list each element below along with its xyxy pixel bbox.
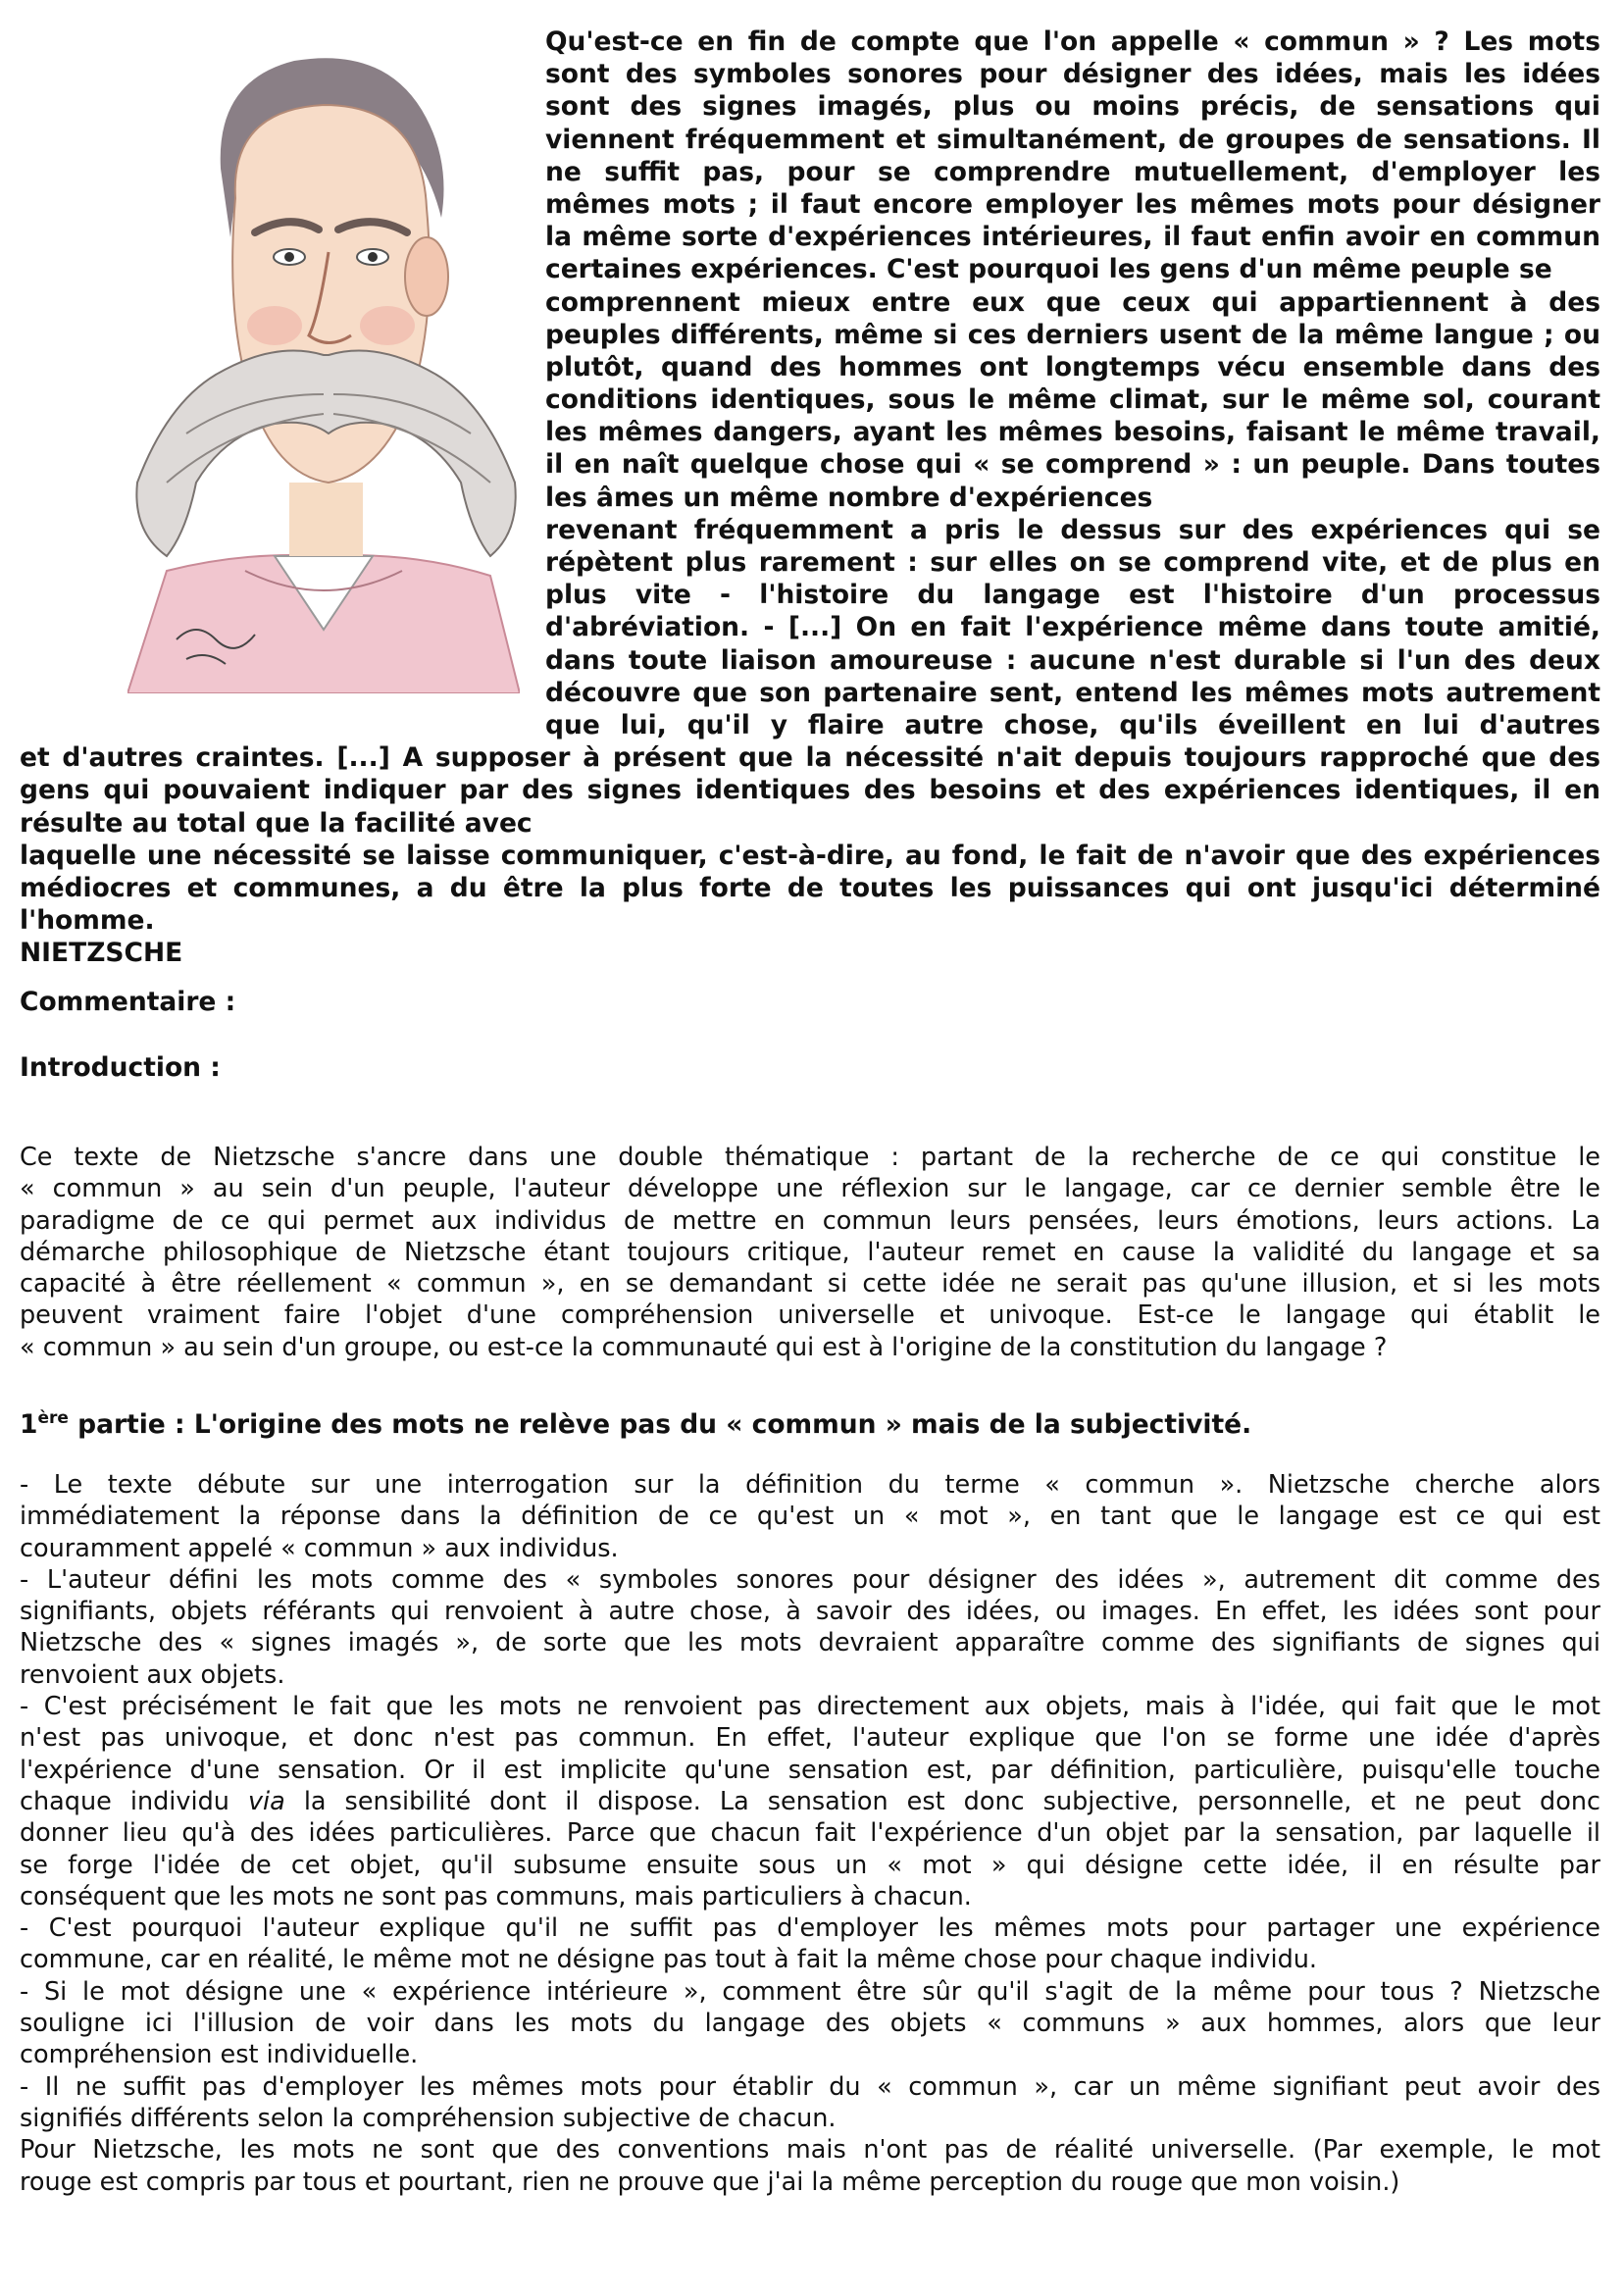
introduction-paragraph bbox=[20, 1142, 1600, 1363]
part1-line: Nietzsche des « signes imagés », de sorte que les mots devraient apparaître comme des signifiants de signes qui bbox=[20, 1628, 1600, 1658]
quote-author: NIETZSCHE bbox=[20, 938, 183, 969]
quote-line: médiocres et communes, a du être la plus forte de toutes les puissances qui ont jusqu'ici déterminé bbox=[20, 872, 1600, 903]
part1-line: couramment appelé « commun » aux individus. bbox=[20, 1533, 619, 1563]
quote-line: plus vite - l'histoire du langage est l'histoire d'un processus bbox=[545, 580, 1600, 611]
nietzsche-quote bbox=[20, 25, 1600, 970]
quote-line: répètent plus rarement : sur elles on se comprend vite, et de plus en bbox=[545, 547, 1600, 579]
quote-line: il en naît quelque chose qui « se comprend » : un peuple. Dans toutes bbox=[545, 449, 1600, 481]
quote-line: sont des symboles sonores pour désigner des idées, mais les idées bbox=[545, 59, 1600, 90]
intro-line: peuvent vraiment faire l'objet d'une compréhension universelle et univoque. Est-ce le langage qui établit le bbox=[20, 1300, 1600, 1331]
part-1-title: partie : L'origine des mots ne relève pas du « commun » mais de la subjectivité. bbox=[68, 1408, 1252, 1440]
heading-introduction: Introduction : bbox=[20, 1052, 221, 1083]
quote-line: ne suffit pas, pour se comprendre mutuellement, d'employer les bbox=[545, 156, 1600, 187]
quote-line: d'abréviation. - [...] On en fait l'expérience même dans toute amitié, bbox=[545, 612, 1600, 643]
quote-line: et d'autres craintes. [...] A supposer à présent que la nécessité n'ait depuis toujours rapproché que des bbox=[20, 742, 1600, 774]
quote-line: mêmes mots ; il faut encore employer les mêmes mots pour désigner bbox=[545, 188, 1600, 220]
quote-line: conditions identiques, sous le même climat, sur le même sol, courant bbox=[545, 384, 1600, 416]
part1-line: - Il ne suffit pas d'employer les mêmes mots pour établir du « commun », car un même signifiant peut avoir des bbox=[20, 2071, 1600, 2102]
quote-line: l'homme. bbox=[20, 905, 155, 937]
quote-line: Qu'est-ce en fin de compte que l'on appelle « commun » ? Les mots bbox=[545, 26, 1600, 57]
quote-line: viennent fréquemment et simultanément, de groupes de sensations. Il bbox=[545, 124, 1600, 155]
quote-line: comprennent mieux entre eux que ceux qui appartiennent à des bbox=[545, 286, 1600, 318]
quote-line: les mêmes dangers, ayant les mêmes besoins, faisant le même travail, bbox=[545, 417, 1600, 448]
intro-line: démarche philosophique de Nietzsche étant toujours critique, l'auteur remet en cause la validité du langage et sa bbox=[20, 1237, 1600, 1267]
part1-line: signifiants, objets référants qui renvoient à autre chose, à savoir des idées, ou images. En effet, les idées sont pour bbox=[20, 1597, 1600, 1627]
quote-line: les âmes un même nombre d'expériences bbox=[545, 482, 1153, 513]
part1-line: conséquent que les mots ne sont pas communs, mais particuliers à chacun. bbox=[20, 1881, 972, 1912]
intro-line: paradigme de ce qui permet aux individus de mettre en commun leurs pensées, leurs émotions, leurs actions. La bbox=[20, 1205, 1600, 1236]
part1-line: chaque individu via la sensibilité dont il dispose. La sensation est donc subjective, personnelle, et ne peut donc bbox=[20, 1786, 1600, 1816]
quote-line: sont des signes imagés, plus ou moins précis, de sensations qui bbox=[545, 91, 1600, 123]
intro-line: « commun » au sein d'un peuple, l'auteur développe une réflexion sur le langage, car ce dernier semble être le bbox=[20, 1174, 1600, 1204]
part1-line: renvoient aux objets. bbox=[20, 1659, 285, 1690]
quote-line: laquelle une nécessité se laisse communiquer, c'est-à-dire, au fond, le fait de n'avoir que des expériences bbox=[20, 840, 1600, 871]
quote-line: la même sorte d'expériences intérieures, il faut enfin avoir en commun bbox=[545, 222, 1600, 253]
quote-line: découvre que son partenaire sent, entend les mêmes mots autrement bbox=[545, 677, 1600, 708]
part1-line: - Le texte débute sur une interrogation sur la définition du terme « commun ». Nietzsche cherche alors bbox=[20, 1470, 1600, 1500]
intro-line: Ce texte de Nietzsche s'ancre dans une double thématique : partant de la recherche de ce qui constitue le bbox=[20, 1143, 1600, 1172]
part1-line: - C'est précisément le fait que les mots ne renvoient pas directement aux objets, mais à l'idée, qui fait que le mot bbox=[20, 1692, 1600, 1722]
part1-line: signifiés différents selon la compréhension subjective de chacun. bbox=[20, 2103, 837, 2133]
part1-line: Pour Nietzsche, les mots ne sont que des conventions mais n'ont pas de réalité universelle. (Par exemple, le mot bbox=[20, 2135, 1600, 2166]
part1-line: donner lieu qu'à des idées particulières. Parce que chacun fait l'expérience d'un objet par la sensation, par laquelle il bbox=[20, 1818, 1600, 1849]
part1-line: rouge est compris par tous et pourtant, rien ne prouve que j'ai la même perception du rouge que mon voisin.) bbox=[20, 2167, 1400, 2197]
part1-line: compréhension est individuelle. bbox=[20, 2040, 419, 2070]
quote-line: que lui, qu'il y flaire autre chose, qu'ils éveillent en lui d'autres bbox=[545, 709, 1600, 740]
quote-line: résulte au total que la facilité avec bbox=[20, 807, 533, 839]
part1-line: commune, car en réalité, le même mot ne désigne pas tout à fait la même chose pour chaque individu. bbox=[20, 1945, 1318, 1975]
part1-line: se forge l'idée de cet objet, qu'il subsume ensuite sous un « mot » qui désigne cette idée, il en résulte par bbox=[20, 1850, 1600, 1880]
part1-line: - C'est pourquoi l'auteur explique qu'il ne suffit pas d'employer les mêmes mots pour partager une expérience bbox=[20, 1913, 1600, 1944]
quote-line: certaines expériences. C'est pourquoi les gens d'un même peuple se bbox=[545, 254, 1552, 285]
quote-line: gens qui pouvaient indiquer par des signes identiques des besoins et des expériences identiques, il en bbox=[20, 775, 1600, 806]
part-1-superscript: ère bbox=[37, 1408, 69, 1428]
quote-line: dans toute liaison amoureuse : aucune n'est durable si l'un des deux bbox=[545, 644, 1600, 676]
quote-line: plutôt, quand des hommes ont longtemps vécu ensemble dans des bbox=[545, 351, 1600, 382]
quote-line: revenant fréquemment a pris le dessus sur des expériences qui se bbox=[545, 514, 1600, 545]
part1-line: immédiatement la réponse dans la définition de ce qu'est un « mot », en tant que le langage est ce qui est bbox=[20, 1502, 1600, 1532]
heading-part-1 bbox=[20, 1402, 1251, 1441]
part-1-paragraph bbox=[20, 1469, 1600, 2198]
intro-line: capacité à être réellement « commun », en se demandant si cette idée ne serait pas qu'une illusion, et si les mots bbox=[20, 1269, 1600, 1300]
part1-line: l'expérience d'une sensation. Or il est implicite qu'une sensation est, par définition, particulière, puisqu'elle touche bbox=[20, 1755, 1600, 1785]
intro-line: « commun » au sein d'un groupe, ou est-ce la communauté qui est à l'origine de la constitution du langage ? bbox=[20, 1332, 1388, 1362]
part1-line: - L'auteur défini les mots comme des « symboles sonores pour désigner des idées », autrement dit comme des bbox=[20, 1564, 1600, 1595]
part-1-number: 1 bbox=[20, 1408, 38, 1440]
part1-line: n'est pas univoque, et donc n'est pas commun. En effet, l'auteur explique que l'on se forme une idée d'après bbox=[20, 1723, 1600, 1754]
heading-commentaire: Commentaire : bbox=[20, 987, 236, 1017]
part1-line: souligne ici l'illusion de voir dans les mots du langage des objets « communs » aux hommes, alors que leur bbox=[20, 2009, 1600, 2039]
part1-line: - Si le mot désigne une « expérience intérieure », comment être sûr qu'il s'agit de la même pour tous ? Nietzsche bbox=[20, 1976, 1600, 2007]
quote-line: peuples différents, même si ces derniers usent de la même langue ; ou bbox=[545, 319, 1600, 350]
